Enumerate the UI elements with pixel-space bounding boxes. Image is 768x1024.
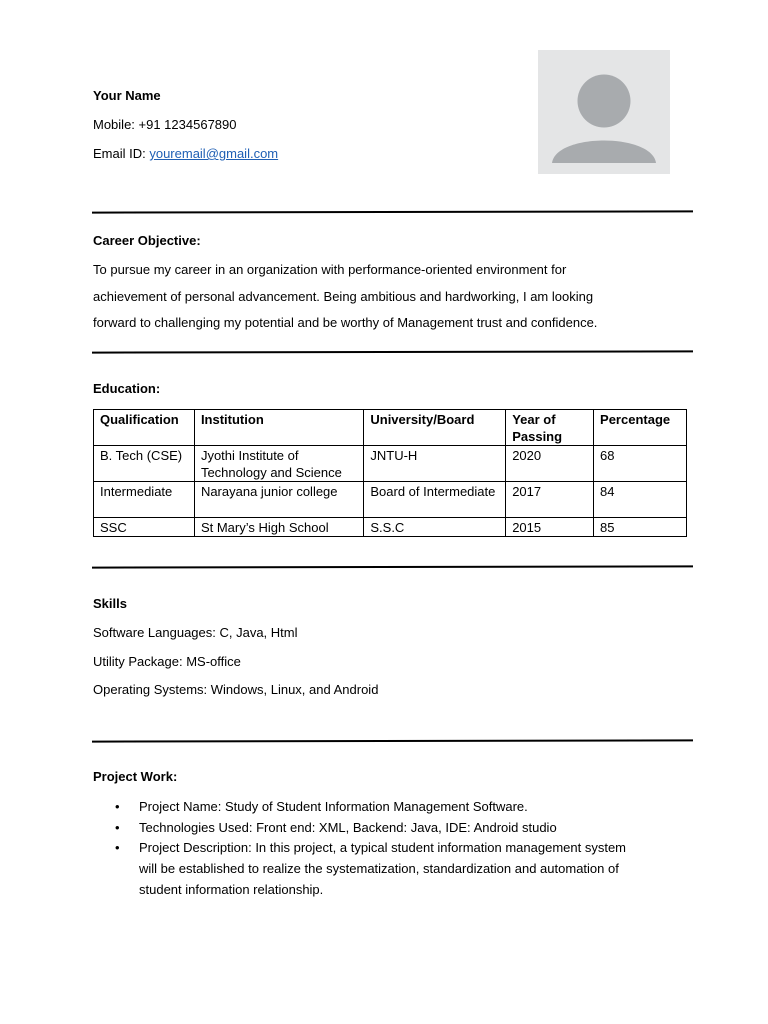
- career-objective-text: [93, 257, 693, 337]
- skill-item-operating-systems: Operating Systems: Windows, Linux, and Android: [93, 682, 379, 697]
- career-objective-line: achievement of personal advancement. Being ambitious and hardworking, I am looking: [93, 288, 594, 304]
- email-row: [93, 146, 278, 161]
- mobile-number: Mobile: +91 1234567890: [93, 117, 237, 132]
- section-divider: [92, 210, 693, 213]
- bullet-icon: •: [115, 819, 120, 835]
- project-description-text: Project Description: In this project, a typical student information management system will be established to realize the systematization, standardization and automation of student information relationship.: [139, 840, 626, 897]
- skill-item-software-languages: Software Languages: C, Java, Html: [93, 625, 298, 640]
- list-item: [115, 838, 644, 900]
- table-cell: JNTU-H: [364, 446, 506, 482]
- project-name-text: Project Name: Study of Student Information Management Software.: [139, 799, 528, 814]
- list-item: [115, 818, 699, 839]
- table-cell: 2017: [506, 482, 594, 518]
- table-cell: Narayana junior college: [194, 482, 363, 518]
- project-work-list: [93, 797, 699, 901]
- education-heading: Education:: [93, 381, 161, 396]
- user-avatar-icon: [538, 50, 670, 174]
- table-cell: St Mary’s High School: [194, 518, 363, 537]
- table-row: [94, 446, 687, 482]
- table-cell: Jyothi Institute of Technology and Science: [194, 446, 363, 482]
- project-work-heading: Project Work:: [93, 769, 178, 784]
- table-cell: 84: [594, 482, 687, 518]
- table-cell: 68: [594, 446, 687, 482]
- table-row: [94, 518, 687, 537]
- section-divider: [92, 739, 693, 742]
- column-header-year: Year of Passing: [506, 410, 594, 446]
- career-objective-line: forward to challenging my potential and be worthy of Management trust and confidence.: [93, 315, 598, 330]
- table-cell: Intermediate: [94, 482, 195, 518]
- table-cell: SSC: [94, 518, 195, 537]
- column-header-university: University/Board: [364, 410, 506, 446]
- email-link[interactable]: youremail@gmail.com: [149, 146, 279, 161]
- section-divider: [92, 350, 693, 353]
- skills-heading: Skills: [93, 596, 127, 611]
- section-divider: [92, 565, 693, 568]
- profile-photo-placeholder: [538, 50, 670, 174]
- education-table-header-row: [94, 410, 687, 446]
- table-row: [94, 482, 687, 518]
- bullet-icon: •: [115, 840, 120, 856]
- column-header-qualification: Qualification: [94, 410, 195, 446]
- email-label: Email ID:: [93, 146, 150, 161]
- resume-name: Your Name: [93, 88, 161, 103]
- table-cell: 2015: [506, 518, 594, 537]
- table-cell: 2020: [506, 446, 594, 482]
- column-header-institution: Institution: [194, 410, 363, 446]
- column-header-percentage: Percentage: [594, 410, 687, 446]
- table-cell: B. Tech (CSE): [94, 446, 195, 482]
- education-table: [93, 409, 687, 537]
- bullet-icon: •: [115, 799, 120, 814]
- table-cell: S.S.C: [364, 518, 506, 537]
- career-objective-line: To pursue my career in an organization with performance-oriented environment for: [93, 262, 567, 277]
- project-technologies-text: Technologies Used: Front end: XML, Backend: Java, IDE: Android studio: [139, 819, 557, 835]
- table-cell: 85: [594, 518, 687, 537]
- career-objective-heading: Career Objective:: [93, 233, 201, 248]
- skill-item-utility-package: Utility Package: MS-office: [93, 654, 241, 669]
- table-cell: Board of Intermediate: [364, 482, 506, 518]
- list-item: [115, 797, 699, 818]
